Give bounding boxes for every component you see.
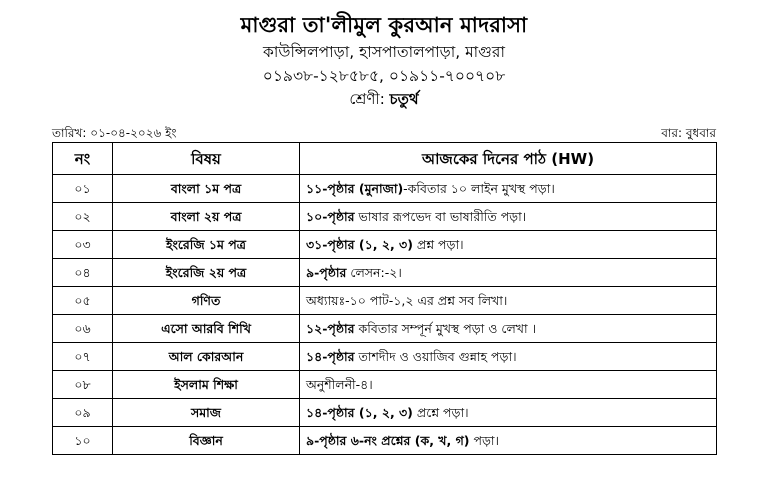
table-row: [53, 343, 717, 371]
table-row: [53, 315, 717, 343]
class-label: শ্রেণী:: [349, 90, 385, 108]
row-task: [300, 399, 717, 427]
table-row: [53, 175, 717, 203]
row-task: [300, 259, 717, 287]
header-task: আজকের দিনের পাঠ (HW): [300, 143, 717, 175]
row-task: [300, 315, 717, 343]
row-task-bold: ১২-পৃষ্ঠার: [306, 320, 355, 336]
day-label: বার:: [661, 126, 682, 140]
row-subject: সমাজ: [113, 399, 300, 427]
row-task-text: তাশদীদ ও ওয়াজিব গুন্নাহ পড়া।: [354, 348, 517, 364]
row-task-bold: ৯-পৃষ্ঠার: [306, 264, 347, 280]
table-row: [53, 231, 717, 259]
row-task-text: লেসন:-২।: [346, 264, 402, 280]
row-task-bold: ১৪-পৃষ্ঠার: [306, 348, 355, 364]
row-subject: ইসলাম শিক্ষা: [113, 371, 300, 399]
row-serial: ০৬: [53, 315, 113, 343]
date-field: [52, 124, 177, 142]
row-task-text: প্রশ্নে পড়া।: [412, 404, 469, 420]
row-task: [300, 175, 717, 203]
row-task-bold: ৩১-পৃষ্ঠার (১, ২, ৩): [306, 236, 413, 252]
row-subject: আল কোরআন: [113, 343, 300, 371]
class-line: [0, 88, 768, 110]
row-task-text: ভাষার রূপভেদ বা ভাষারীতি পড়া।: [354, 208, 527, 224]
row-task: [300, 231, 717, 259]
row-serial: ০৭: [53, 343, 113, 371]
row-serial: ০৯: [53, 399, 113, 427]
row-subject: ইংরেজি ২য় পত্র: [113, 259, 300, 287]
sheet-header: [0, 10, 768, 110]
row-subject: এসো আরবি শিখি: [113, 315, 300, 343]
table-row: [53, 371, 717, 399]
row-serial: ০২: [53, 203, 113, 231]
table-row: [53, 259, 717, 287]
row-task-text: পড়া।: [469, 432, 499, 448]
row-subject: বিজ্ঞান: [113, 427, 300, 455]
meta-row: [52, 124, 716, 142]
row-serial: ০৮: [53, 371, 113, 399]
row-task-text: প্রশ্ন পড়া।: [412, 236, 464, 252]
row-task: [300, 371, 717, 399]
row-serial: ০১: [53, 175, 113, 203]
day-value: বুধবার: [685, 126, 716, 140]
row-task-text: অধ্যায়ঃ-১০ পাট-১,২ এর প্রশ্ন সব লিখা।: [306, 292, 508, 308]
row-serial: ১০: [53, 427, 113, 455]
row-task: [300, 427, 717, 455]
date-label: তারিখ:: [52, 126, 87, 140]
row-serial: ০৫: [53, 287, 113, 315]
table-row: [53, 287, 717, 315]
table-row: [53, 427, 717, 455]
row-task-text: অনুশীলনী-৪।: [306, 376, 373, 392]
row-subject: ইংরেজি ১ম পত্র: [113, 231, 300, 259]
row-subject: বাংলা ২য় পত্র: [113, 203, 300, 231]
row-task-bold: ১০-পৃষ্ঠার: [306, 208, 355, 224]
school-phones: ০১৯৩৮-১২৮৫৮৫, ০১৯১১-৭০০৭০৮: [262, 67, 506, 85]
row-task-bold: ৯-পৃষ্ঠার ৬-নং প্রশ্নের (ক, খ, গ): [306, 432, 470, 448]
table-row: [53, 203, 717, 231]
row-subject: গণিত: [113, 287, 300, 315]
school-name: মাগুরা তা'লীমুল কুরআন মাদরাসা: [240, 13, 528, 37]
row-serial: ০৪: [53, 259, 113, 287]
row-task-bold: ১১-পৃষ্ঠার (মুনাজা): [306, 180, 404, 196]
table-header-row: [53, 143, 717, 175]
date-value: ০১-০৪-২০২৬ ইং: [90, 126, 177, 140]
day-field: [661, 124, 716, 142]
header-subject: বিষয়: [113, 143, 300, 175]
row-task-text: কবিতার সম্পূর্ন মুখস্থ পড়া ও লেখা ।: [354, 320, 537, 336]
school-address: কাউন্সিলপাড়া, হাসপাতালপাড়া, মাগুরা: [263, 43, 505, 61]
row-task-bold: ১৪-পৃষ্ঠার (১, ২, ৩): [306, 404, 413, 420]
row-task: [300, 203, 717, 231]
row-task: [300, 343, 717, 371]
table-row: [53, 399, 717, 427]
row-subject: বাংলা ১ম পত্র: [113, 175, 300, 203]
homework-table: [52, 142, 717, 455]
row-serial: ০৩: [53, 231, 113, 259]
row-task: [300, 287, 717, 315]
row-task-text: -কবিতার ১০ লাইন মুখস্থ পড়া।: [403, 180, 555, 196]
class-value: চতুর্থ: [389, 90, 419, 108]
header-serial: নং: [53, 143, 113, 175]
